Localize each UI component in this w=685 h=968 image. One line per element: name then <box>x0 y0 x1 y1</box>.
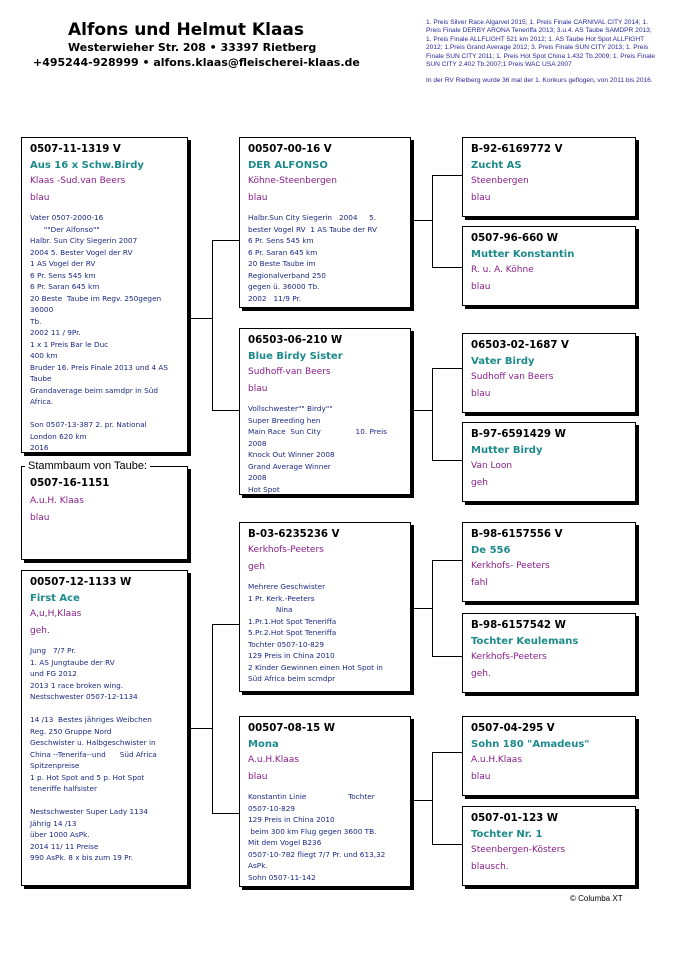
ssd-color: blau <box>471 282 491 292</box>
dam-dam-breeder: A.u.H.Klaas <box>248 755 300 765</box>
achievements-text: 1. Preis Silver Race Algarvel 2015; 1. Preis Finale CARNIVAL CITY 2014; 1. Preis Finale DERBY ARONA Teneriffa 2013; 3.u.4. AS Taube SAMDPR 2013; 1. Preis Finale ALLFLIGHT 521 km 2012; 1. AS Taube Hot Spot ALLFIGHT 2012; 1.Preis Grand Average 2012; 3. Preis Finale SUN CITY 2013; 1. Preis Finale SUN CITY 2011; 1. Preis Hot Spot China 1.432 Tb.2009; 1. Preis Finale SUN CITY 2.402 Tb.2007;1 Preis WAC USA 2007 <box>426 19 656 69</box>
sire-notes: Vater 0507-2000-16 ""Der Alfonso"" Halbr. Sun City Siegerin 2007 2004 5. Bester Vogel der RV 1 AS Vogel der RV 6 Pr. Sens 545 km 6 Pr. Saran 645 km 20 Beste Taube im Regv. 250gegen 36000 Tb. 2002 11 / 9Pr. 1 x 1 Preis Bar le Duc 400 km Bruder 16. Preis Finale 2013 und 4 AS Taube Grandaverage beim samdpr in Süd Africa. Son 0507-13-387 2. pr. National London 620 km 2016 <box>30 213 169 452</box>
ddd-card[interactable] <box>462 806 636 886</box>
breeder-address: Westerwieher Str. 208 • 33397 Rietberg <box>68 41 317 54</box>
sss-name: Zucht AS <box>471 160 522 171</box>
dss-color: fahl <box>471 578 488 588</box>
sds-ring-number: 06503-02-1687 V <box>471 340 569 351</box>
sire-sire-card[interactable] <box>239 137 411 308</box>
sire-color: blau <box>30 193 50 203</box>
ssd-card[interactable] <box>462 226 636 306</box>
dam-dam-name: Mona <box>248 739 279 750</box>
dss-name: De 556 <box>471 545 511 556</box>
sire-sire-breeder: Köhne-Steenbergen <box>248 176 337 186</box>
dss-breeder: Kerkhofs- Peeters <box>471 561 550 571</box>
sds-breeder: Sudhoff van Beers <box>471 372 554 382</box>
dds-name: Sohn 180 "Amadeus" <box>471 739 590 750</box>
ddd-name: Tochter Nr. 1 <box>471 829 543 840</box>
dss-card[interactable] <box>462 522 636 602</box>
dam-color: geh. <box>30 626 50 636</box>
sdd-name: Mutter Birdy <box>471 445 543 456</box>
dam-breeder: A,u,H,Klaas <box>30 609 82 619</box>
dsd-breeder: Kerkhofs-Peeters <box>471 652 547 662</box>
sdd-ring-number: B-97-6591429 W <box>471 429 566 440</box>
dds-color: blau <box>471 772 491 782</box>
dam-name: First Ace <box>30 593 80 604</box>
subject-color: blau <box>30 513 50 523</box>
dam-sire-color: geh <box>248 562 265 572</box>
subject-breeder: A.u.H. Klaas <box>30 496 84 506</box>
sss-card[interactable] <box>462 137 636 217</box>
sire-dam-breeder: Sudhoff-van Beers <box>248 367 331 377</box>
dam-dam-ring-number: 00507-08-15 W <box>248 723 336 734</box>
dsd-name: Tochter Keulemans <box>471 636 579 647</box>
dsd-card[interactable] <box>462 613 636 693</box>
dsd-ring-number: B-98-6157542 W <box>471 620 566 631</box>
sire-sire-ring-number: 00507-00-16 V <box>248 144 332 155</box>
sire-dam-name: Blue Birdy Sister <box>248 351 343 362</box>
dds-breeder: A.u.H.Klaas <box>471 755 523 765</box>
breeder-name: Alfons und Helmut Klaas <box>68 20 304 40</box>
sdd-breeder: Van Loon <box>471 461 513 471</box>
dam-card[interactable] <box>21 570 188 886</box>
rv-note-text: In der RV Rietberg wurde 36 mal der 1. Konkurs geflogen, von 2011 bis 2016. <box>426 77 653 85</box>
dam-ring-number: 00507-12-1133 W <box>30 577 132 588</box>
sire-sire-notes: Halbr.Sun City Siegerin 2004 5. bester Vogel RV 1 AS Taube der RV 6 Pr. Sens 545 km 6 Pr. Saran 645 km 20 Beste Taube im Regionalverband 250 gegen ü. 36000 Tb. 2002 11/9 Pr. <box>248 213 378 303</box>
dam-dam-notes: Konstantin Linie Tochter 0507-10-829 129 Preis in China 2010 beim 300 km Flug gegen 3600 TB. Mit dem Vogel B236 0507-10-782 fliegt 7/7 Pr. und 613,32 AsPk. Sohn 0507-11-142 <box>248 792 386 882</box>
sire-dam-notes: Vollschwester"" Birdy"" Super Breeding hen Main Race Sun City 10. Preis 2008 Knock Out Winner 2008 Grand Average Winner 2008 Hot Spot <box>248 404 387 494</box>
sire-dam-color: blau <box>248 384 268 394</box>
dam-sire-card[interactable] <box>239 522 411 692</box>
dss-ring-number: B-98-6157556 V <box>471 529 563 540</box>
dam-sire-breeder: Kerkhofs-Peeters <box>248 545 324 555</box>
dam-notes: Jung 7/7 Pr. 1. AS Jungtaube der RV und FG 2012 2013 1 race broken wing. Nestschwester 0507-12-1134 14 /13 Bestes jähriges Weibchen Reg. 250 Gruppe Nord Geschwister u. Halbgeschwister in China --Tenerifa--und Süd Africa Spitzenpreise 1 p. Hot Spot and 5 p. Hot Spot teneriffe halfsister Nestschwester Super Lady 1134 Jährig 14 /13 über 1000 AsPk. 2014 11/ 11 Preise 990 AsPk. 8 x bis zum 19 Pr. <box>30 646 157 862</box>
ddd-color: blausch. <box>471 862 509 872</box>
sire-card[interactable] <box>21 137 188 453</box>
pedigree-label: Stammbaum von Taube: <box>25 460 150 472</box>
sds-name: Vater Birdy <box>471 356 535 367</box>
subject-card[interactable] <box>21 466 188 560</box>
sds-card[interactable] <box>462 333 636 413</box>
ssd-name: Mutter Konstantin <box>471 249 575 260</box>
dsd-color: geh. <box>471 669 491 679</box>
sire-sire-color: blau <box>248 193 268 203</box>
sire-dam-card[interactable] <box>239 328 411 495</box>
sss-color: blau <box>471 193 491 203</box>
sire-dam-ring-number: 06503-06-210 W <box>248 335 343 346</box>
achievements-note <box>426 19 656 86</box>
dam-sire-ring-number: B-03-6235236 V <box>248 529 340 540</box>
sdd-card[interactable] <box>462 422 636 502</box>
sire-ring-number: 0507-11-1319 V <box>30 144 121 155</box>
copyright-text: © Columba XT <box>570 894 623 903</box>
breeder-contact: +495244-928999 • alfons.klaas@fleischerei-klaas.de <box>33 56 360 69</box>
dds-ring-number: 0507-04-295 V <box>471 723 555 734</box>
ddd-breeder: Steenbergen-Kösters <box>471 845 566 855</box>
sire-name: Aus 16 x Schw.Birdy <box>30 160 144 171</box>
sdd-color: geh <box>471 478 488 488</box>
sds-color: blau <box>471 389 491 399</box>
sss-breeder: Steenbergen <box>471 176 529 186</box>
dds-card[interactable] <box>462 716 636 796</box>
subject-ring-number: 0507-16-1151 <box>30 478 110 489</box>
dam-sire-notes: Mehrere Geschwister 1 Pr. Kerk.-Peeters Nina 1.Pr.1.Hot Spot Teneriffa 5.Pr.2.Hot Spot Teneriffa Tochter 0507-10-829 129 Preis in China 2010 2 Kinder Gewinnen einen Hot Spot in Süd Africa beim scmdpr <box>248 582 383 683</box>
dam-dam-card[interactable] <box>239 716 411 887</box>
sire-sire-name: DER ALFONSO <box>248 160 328 171</box>
ssd-breeder: R. u. A. Köhne <box>471 265 534 275</box>
ssd-ring-number: 0507-96-660 W <box>471 233 559 244</box>
dam-dam-color: blau <box>248 772 268 782</box>
sss-ring-number: B-92-6169772 V <box>471 144 563 155</box>
ddd-ring-number: 0507-01-123 W <box>471 813 559 824</box>
sire-breeder: Klaas -Sud.van Beers <box>30 176 126 186</box>
